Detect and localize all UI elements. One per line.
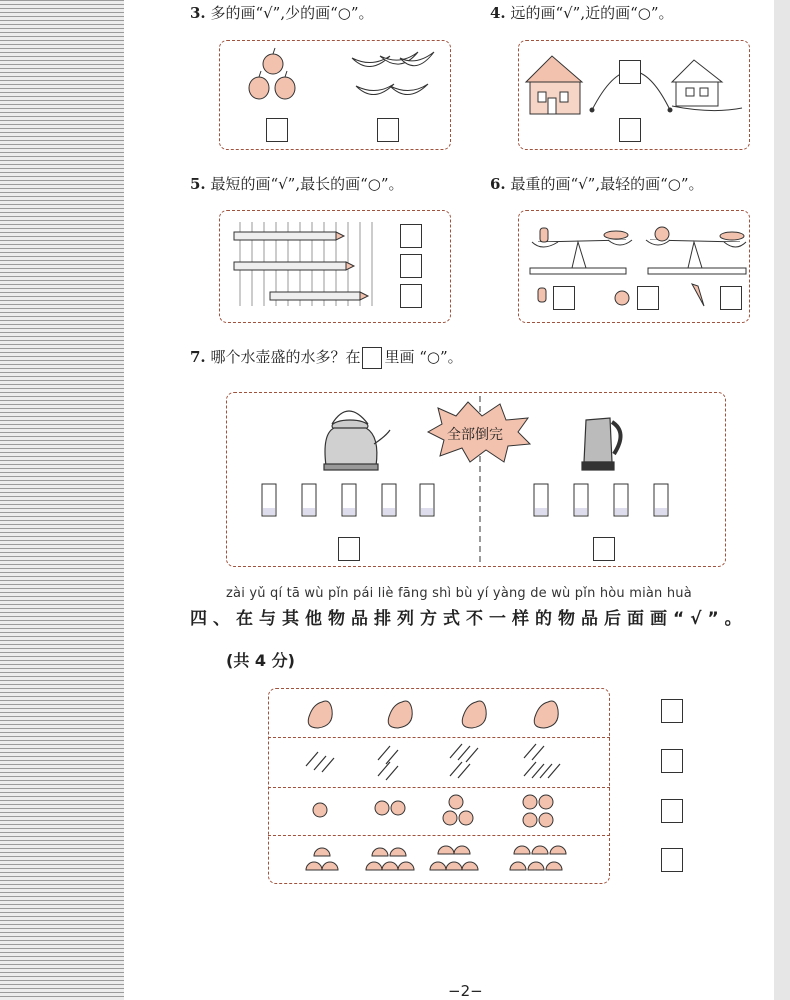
answer-box-pencil-1[interactable] xyxy=(400,224,422,248)
left-glasses-row xyxy=(258,480,438,520)
answer-box-electric-kettle[interactable] xyxy=(593,537,615,561)
question-6 xyxy=(490,173,704,194)
answer-box-pencil-row[interactable] xyxy=(661,749,683,773)
row-flowers xyxy=(300,792,580,832)
question-6-number: 6. xyxy=(490,175,506,193)
answer-box-eggplant-row[interactable] xyxy=(661,699,683,723)
left-margin-stripes xyxy=(0,0,124,1000)
question-4-number: 4. xyxy=(490,4,506,22)
row-pencils xyxy=(300,742,580,782)
question-3-text: 多的画“√”,少的画“○”。 xyxy=(210,4,374,22)
question-5-number: 5. xyxy=(190,175,206,193)
section-4-pinyin: zài yǔ qí tā wù pǐn pái liè fāng shì bù yí yàng de wù pǐn hòu miàn huà xyxy=(226,586,692,601)
electric-kettle-icon xyxy=(580,410,630,472)
answer-box-apples[interactable] xyxy=(266,118,288,142)
row-divider-1 xyxy=(268,737,610,738)
answer-box-mushroom-row[interactable] xyxy=(661,848,683,872)
question-7-text-after: 里画 “○”。 xyxy=(384,348,463,366)
row-divider-2 xyxy=(268,787,610,788)
apples-illustration xyxy=(245,48,305,108)
answer-box-pepper[interactable] xyxy=(553,286,575,310)
question-5 xyxy=(190,173,404,194)
right-glasses-row xyxy=(530,480,670,520)
answer-box-pencil-2[interactable] xyxy=(400,254,422,278)
inline-box-sample xyxy=(362,347,382,369)
answer-box-houses[interactable] xyxy=(619,118,641,142)
question-7-text-before: 哪个水壶盛的水多？在 xyxy=(210,348,361,366)
row-mushrooms xyxy=(300,840,580,880)
question-7-number: 7. xyxy=(190,348,206,366)
page-number: −2− xyxy=(448,982,483,1000)
question-3 xyxy=(190,2,374,23)
stovetop-kettle-icon xyxy=(322,400,392,472)
right-margin-bar xyxy=(774,0,790,1000)
section-4-heading: 四、在与其他物品排列方式不一样的物品后面画“√”。 xyxy=(190,609,748,629)
bananas-illustration xyxy=(350,46,435,108)
section-4-score: (共 4 分) xyxy=(226,651,295,670)
answer-box-pencil-3[interactable] xyxy=(400,284,422,308)
answer-box-flower-row[interactable] xyxy=(661,799,683,823)
question-7 xyxy=(190,346,463,369)
question-5-text: 最短的画“√”,最长的画“○”。 xyxy=(210,175,404,193)
question-4-text: 远的画“√”,近的画“○”。 xyxy=(510,4,674,22)
question-4 xyxy=(490,2,674,23)
answer-box-carrot[interactable] xyxy=(720,286,742,310)
row-eggplants xyxy=(300,694,570,732)
answer-box-stovetop-kettle[interactable] xyxy=(338,537,360,561)
question-3-number: 3. xyxy=(190,4,206,22)
row-divider-3 xyxy=(268,835,610,836)
pencils-illustration xyxy=(230,222,386,312)
answer-box-bananas[interactable] xyxy=(377,118,399,142)
question-6-text: 最重的画“√”,最轻的画“○”。 xyxy=(510,175,704,193)
answer-box-middle-arch[interactable] xyxy=(619,60,641,84)
badge-text: 全部倒完 xyxy=(447,427,503,443)
answer-box-tomato[interactable] xyxy=(637,286,659,310)
